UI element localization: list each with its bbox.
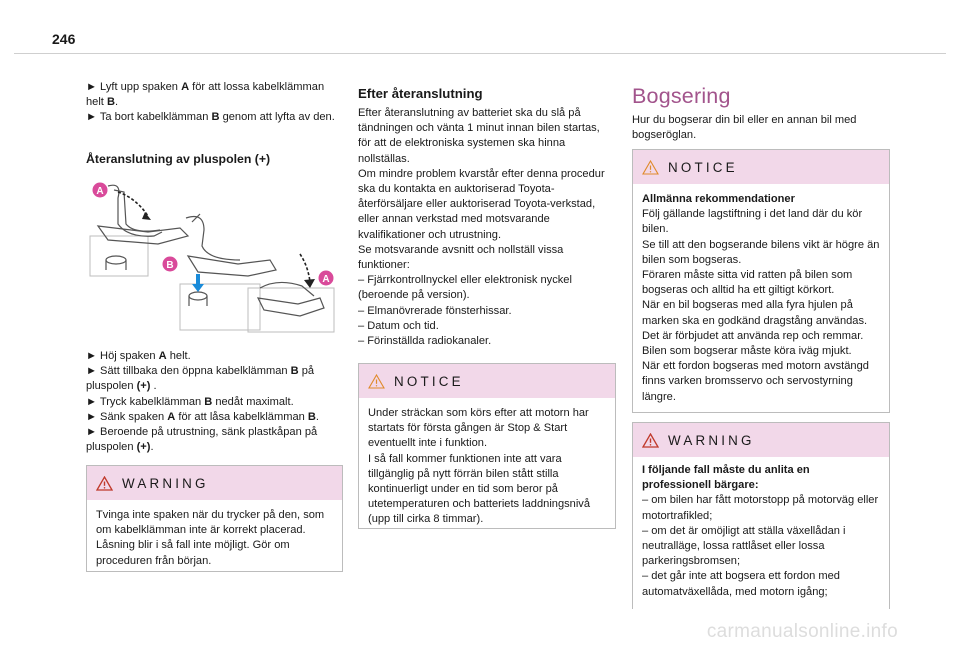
step-line: ► Ta bort kabelklämman B genom att lyfta av den.: [86, 111, 335, 124]
notice-title: NOTICE: [668, 159, 738, 175]
step-line: ► Sätt tillbaka den öppna kabelklämman B på pluspolen (+) .: [86, 365, 315, 393]
towing-intro: [632, 113, 884, 143]
warning-box-left: [86, 465, 343, 572]
paragraph: Efter återanslutning av batteriet ska du slå på tändningen och vänta 1 minut innan bilen startas, för att de elektroniska systemen ska hinna nollställas.: [358, 107, 600, 165]
reconnect-steps: [86, 349, 348, 455]
page-section-title: Bogsering: [632, 84, 731, 108]
after-reconnect-text: [358, 106, 614, 349]
step-line: ► Höj spaken A helt.: [86, 350, 191, 362]
section-heading: Efter återanslutning: [358, 86, 483, 101]
warning-line: – det går inte att bogsera ett fordon med automatväxellåda, med motorn igång;: [642, 570, 840, 598]
warning-triangle-icon: [642, 433, 659, 448]
notice-line: Bilen som bogserar måste köra iväg mjukt.: [642, 345, 852, 358]
warning-line: – om bilen har fått motorstopp på motorväg eller motortrafikled;: [642, 494, 879, 522]
notice-line: Föraren måste sitta vid ratten på bilen som bogseras och alltid ha ett giltigt körkort.: [642, 269, 853, 297]
figure-label-b: B: [166, 260, 174, 271]
notice-body: [633, 184, 889, 413]
notice-body: [359, 398, 615, 536]
warning-body: [87, 500, 342, 577]
notice-box-right: [632, 149, 890, 413]
notice-header: [633, 150, 889, 184]
step-line: ► Beroende på utrustning, sänk plastkåpan på pluspolen (+).: [86, 426, 318, 454]
step-line: ► Lyft upp spaken A för att lossa kabelklämman helt B.: [86, 81, 325, 109]
warning-text: Tvinga inte spaken när du trycker på den, som om kabelklämman inte är korrekt placerad. Låsning blir i så fall inte möjligt. Gör om proceduren från början.: [96, 509, 325, 567]
list-item: – Datum och tid.: [358, 319, 439, 332]
battery-clamp-illustration: [88, 178, 338, 336]
list-item: – Elmanövrerade fönsterhissar.: [358, 304, 512, 317]
section-heading: Återanslutning av pluspolen (+): [86, 152, 271, 166]
notice-triangle-icon: [368, 374, 385, 389]
notice-header: [359, 364, 615, 398]
paragraph: Se motsvarande avsnitt och nollställ vissa funktioner:: [358, 243, 564, 272]
warning-title: WARNING: [122, 475, 209, 491]
notice-box-middle: [358, 363, 616, 529]
warning-line: – om det är omöjligt att ställa växellådan i neutralläge, lossa rattlåset eller lossa parkeringsbromsen;: [642, 524, 846, 568]
notice-line: Under sträckan som körs efter att motorn har startats för första gången är Stop & Start eventuellt inte i funktion.: [368, 407, 589, 450]
step-line: ► Tryck kabelklämman B nedåt maximalt.: [86, 395, 294, 408]
notice-line: Se till att den bogserande bilens vikt är högre än bilen som bogseras.: [642, 238, 880, 266]
warning-body: [633, 457, 889, 608]
footer-watermark: carmanualsonline.info: [706, 621, 898, 642]
list-item: – Fjärrkontrollnyckel eller elektronisk nyckel (beroende på version).: [358, 274, 572, 302]
warning-triangle-icon: [96, 476, 113, 491]
paragraph: Hur du bogserar din bil eller en annan bil med bogseröglan.: [632, 114, 857, 142]
warning-header: [87, 466, 342, 500]
warning-header: [633, 423, 889, 457]
list-item: – Förinställda radiokanaler.: [358, 335, 492, 348]
notice-line: När en bil bogseras med alla fyra hjulen på marken ska en godkänd dragstång användas. Det är förbjudet att använda rep och remmar.: [642, 299, 868, 342]
figure-label-a-second: A: [322, 274, 330, 285]
step-line: ► Sänk spaken A för att låsa kabelklämman B.: [86, 410, 319, 423]
notice-line: När ett fordon bogseras med motorn avstängd finns varken bromsservo och servostyrning längre.: [642, 360, 869, 403]
page-number: 246: [52, 31, 76, 47]
warning-subtitle: I följande fall måste du anlita en professionell bärgare:: [642, 464, 810, 492]
notice-triangle-icon: [642, 160, 659, 175]
paragraph: Om mindre problem kvarstår efter denna procedur ska du kontakta en auktoriserad Toyota-återförsäljare eller auktoriserad Toyota-verkstad, eller annan verkstad med motsvarande kvalifikationer och utrustning.: [358, 167, 605, 241]
notice-line: Följ gällande lagstiftning i det land där du kör bilen.: [642, 208, 863, 236]
figure-label-a: A: [96, 186, 104, 197]
notice-line: I så fall kommer funktionen inte att vara tillgänglig på nytt förrän bilen stått stilla kontinuerligt under en tid som beror på utetemperaturen och batteriets laddningsnivå (upp till cirka 8 timmar).: [368, 452, 591, 526]
warning-title: WARNING: [668, 432, 755, 448]
notice-title: NOTICE: [394, 373, 464, 389]
notice-subtitle: Allmänna rekommendationer: [642, 193, 795, 205]
top-divider: [14, 53, 946, 54]
warning-box-right: [632, 422, 890, 609]
intro-steps: [86, 80, 342, 126]
